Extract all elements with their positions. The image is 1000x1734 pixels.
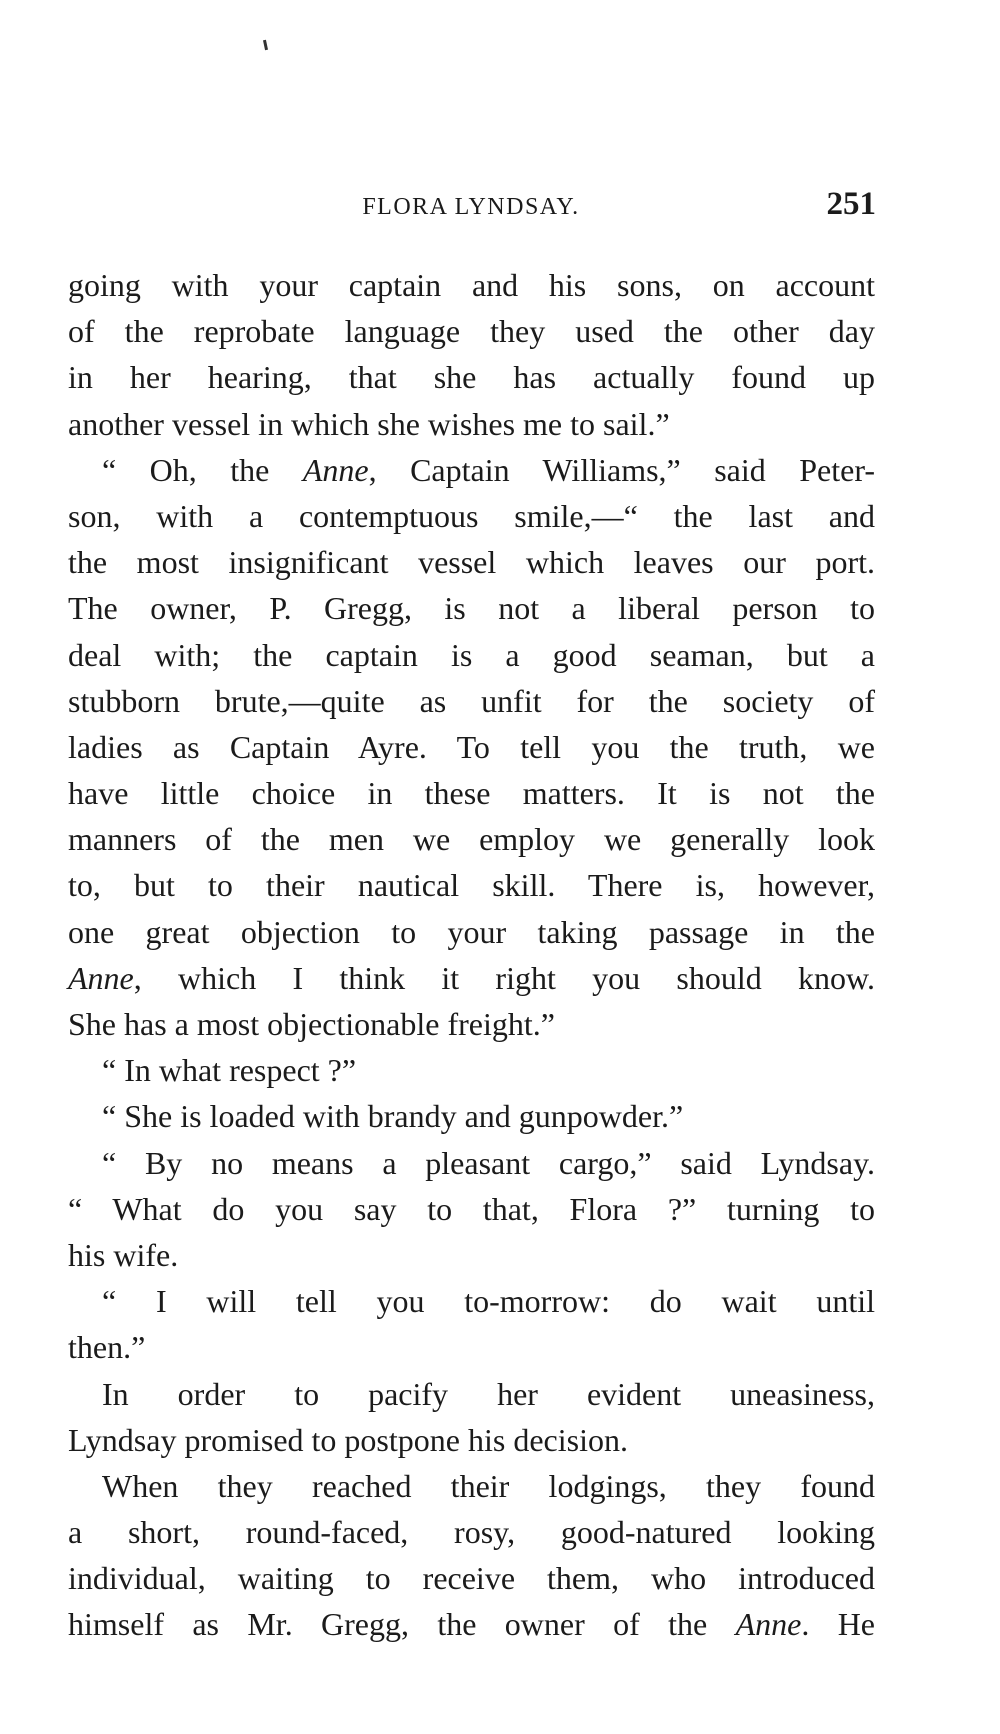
text-line: “ By no means a pleasant cargo,” said Lyndsay. — [102, 1144, 875, 1181]
text-line: then.” — [68, 1329, 146, 1366]
ink-speck — [263, 40, 268, 50]
text-line: Anne, which I think it right you should know. — [68, 959, 875, 996]
text-line: She has a most objectionable freight.” — [68, 1006, 555, 1042]
text-line: himself as Mr. Gregg, the owner of the Anne. He — [68, 1606, 876, 1643]
text-line: of the reprobate language they used the other day — [68, 313, 875, 350]
text-line: “ In what respect ?” — [102, 1052, 357, 1089]
text-line: another vessel in which she wishes me to sail.” — [68, 405, 670, 442]
text-line: deal with; the captain is a good seaman, but a — [68, 636, 875, 673]
text-line: the most insignificant vessel which leaves our port. — [68, 544, 875, 581]
text-line: “ I will tell you to-morrow: do wait until — [102, 1283, 875, 1320]
body-text — [68, 262, 875, 1648]
running-head — [66, 186, 876, 232]
text-line: Lyndsay promised to postpone his decision. — [68, 1421, 628, 1458]
text-line: In order to pacify her evident uneasiness, — [102, 1375, 875, 1412]
text-line: “ What do you say to that, Flora ?” turning to — [68, 1190, 875, 1227]
text-line: his wife. — [68, 1236, 179, 1273]
text-line: going with your captain and his sons, on account — [68, 267, 875, 303]
running-title: FLORA LYNDSAY. — [362, 194, 580, 220]
text-line: individual, waiting to receive them, who introduced — [68, 1560, 875, 1597]
text-line: When they reached their lodgings, they found — [102, 1467, 875, 1504]
text-line: “ Oh, the Anne, Captain Williams,” said Peter- — [102, 451, 876, 488]
text-line: “ She is loaded with brandy and gunpowder.” — [102, 1098, 684, 1135]
text-line: a short, round-faced, rosy, good-natured looking — [68, 1514, 875, 1551]
text-line: son, with a contemptuous smile,—“ the last and — [68, 497, 875, 534]
page-number: 251 — [826, 186, 876, 222]
text-line: one great objection to your taking passage in the — [68, 913, 875, 950]
text-line: ladies as Captain Ayre. To tell you the truth, we — [68, 728, 875, 765]
text-line: stubborn brute,—quite as unfit for the society of — [68, 682, 875, 719]
text-line: The owner, P. Gregg, is not a liberal person to — [68, 590, 875, 627]
text-line: in her hearing, that she has actually found up — [68, 359, 875, 396]
text-line: have little choice in these matters. It is not the — [68, 775, 875, 812]
text-line: to, but to their nautical skill. There is, however, — [68, 867, 875, 904]
text-line: manners of the men we employ we generally look — [68, 821, 875, 858]
